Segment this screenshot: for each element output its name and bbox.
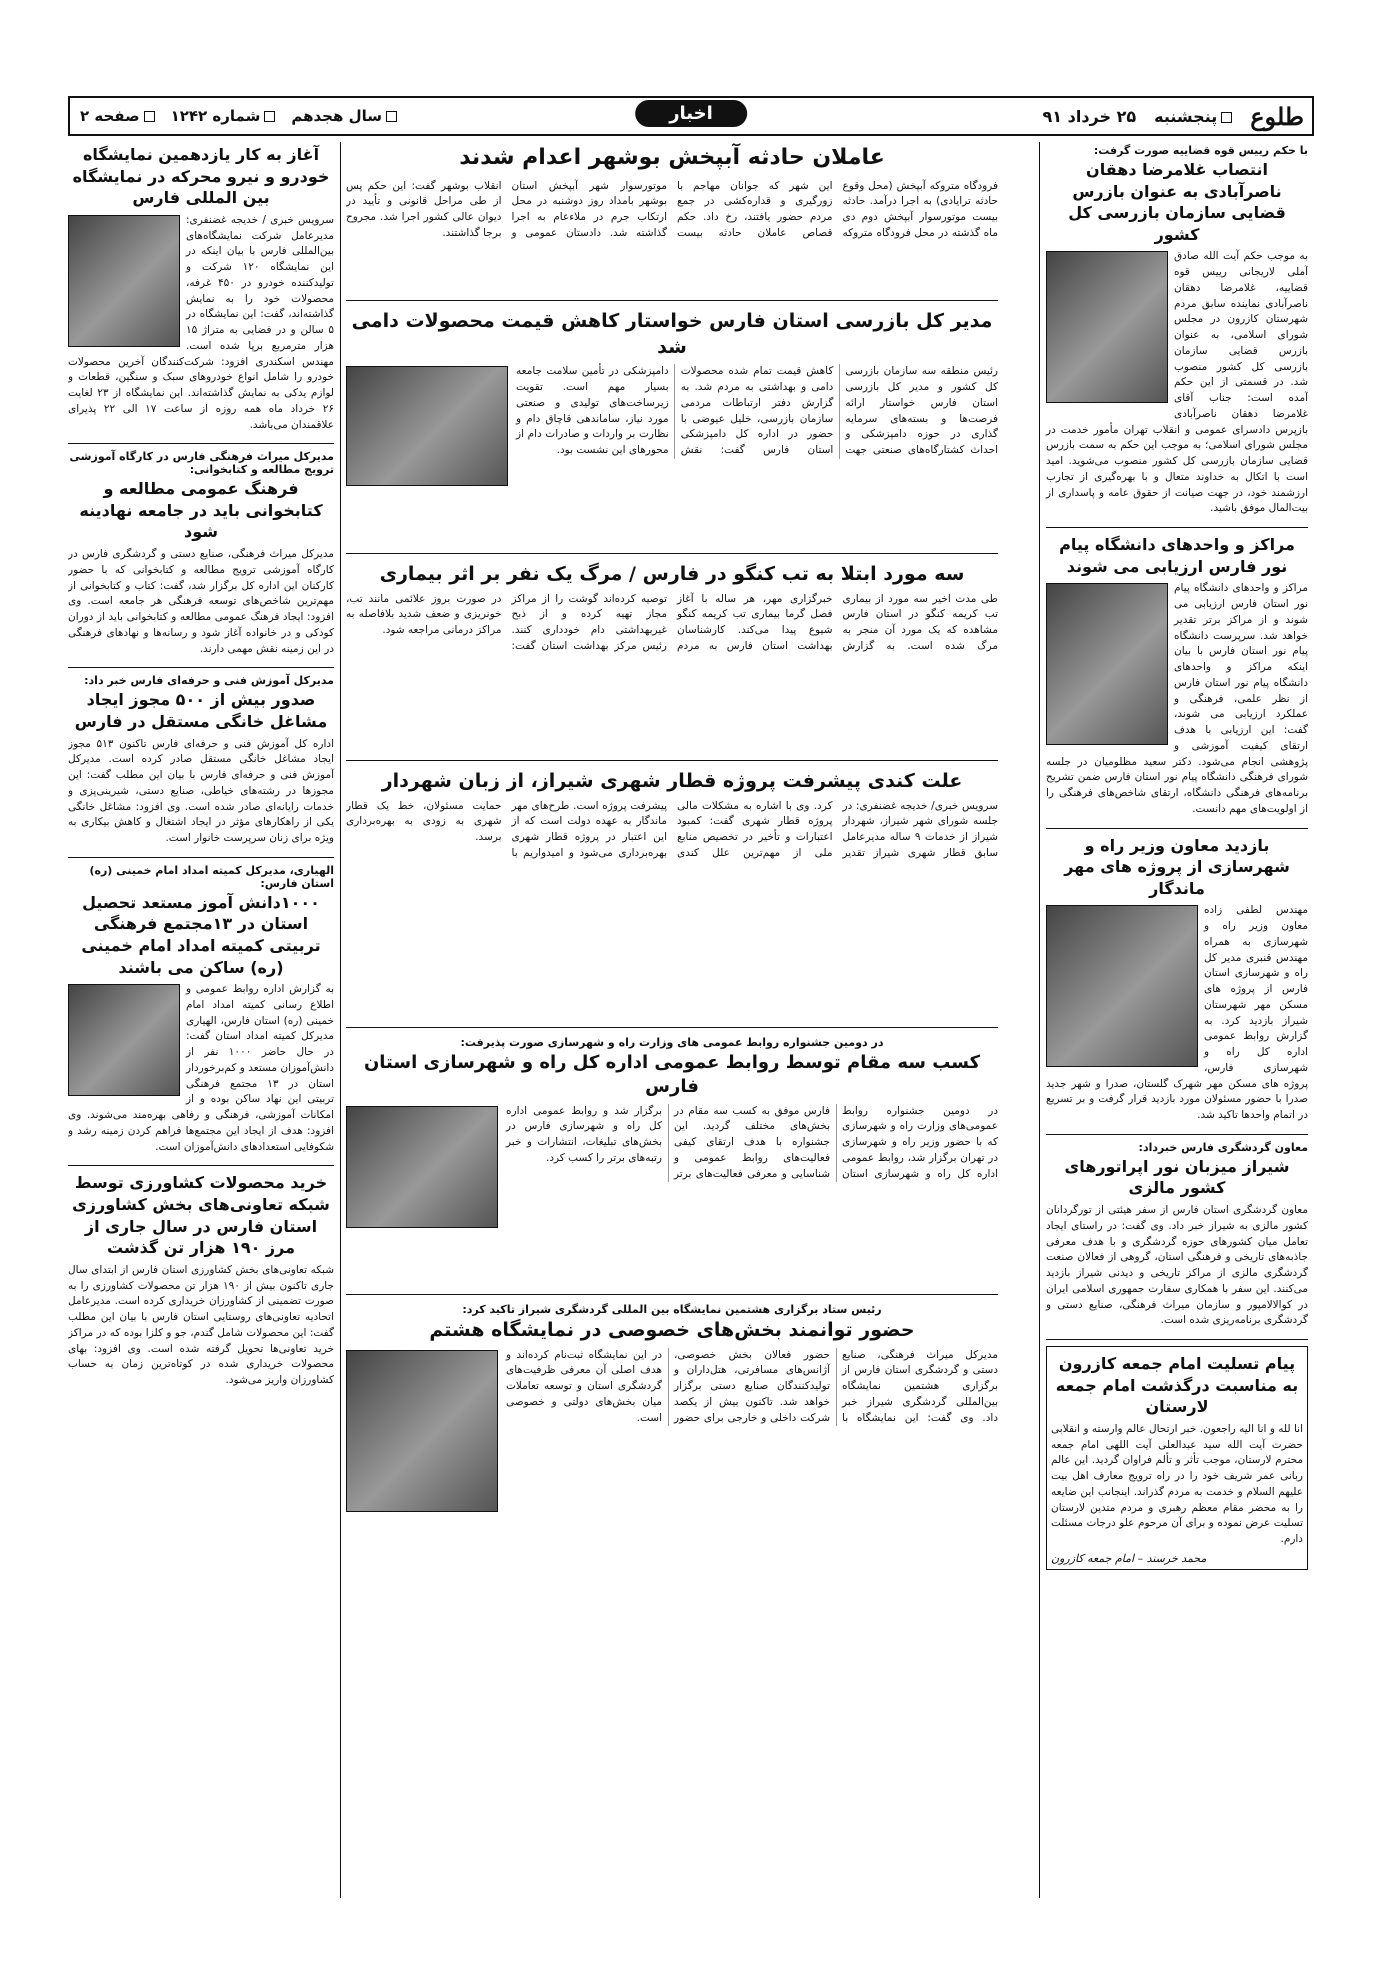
article-title: مراکز و واحدهای دانشگاه پیام نور فارس ارزیابی می شوند [1059,535,1295,576]
article-body: فرودگاه متروکه آبپخش (محل وقوع حادثه ترایادی) به اجرا درآمد. حادثه بیست موتورسوار آبپخش دوم دی ماه گذشته در محل فرودگاه متروکه این شهر که جوانان مهاجم با زورگیری و قداره‌کشی در جمع مردم حضور یافتند، رخ داد. حکم قصاص عاملان حادثه بیست موتورسوار شهر آبپخش استان بوشهر بامداد روز دوشنبه در محل ارتکاب جرم در ملاءعام به اجرا گذاشته شد. دادستان عمومی و انقلاب بوشهر گفت: این حکم پس از طی مراحل قانونی و تأیید در دیوان عالی کشور اجرا شد. مجروح برجا گذاشتند. [346,179,998,239]
article-body: طی مدت اخیر سه مورد از بیماری تب کریمه کنگو در استان فارس مشاهده که یک مورد آن منجر به مرگ شده است. به گزارش خبرگزاری مهر، هر ساله با آغاز فصل گرما بیماری تب کریمه کنگو شیوع پیدا می‌کند. کارشناسان بهداشت استان فارس به مردم توصیه کرده‌اند گوشت را از مراکز مجاز تهیه کرده و از ذبح غیربهداشتی دام خودداری کنند. رئیس مرکز بهداشت استان گفت: در صورت بروز علائمی مانند تب، خونریزی و ضعف شدید بلافاصله به مراکز درمانی مراجعه شود. [346,592,998,652]
article-reading-culture [68,450,334,657]
left-column [68,142,341,1898]
divider [1046,828,1308,829]
article-title: حضور توانمند بخش‌های خصوصی در نمایشگاه هشتم [429,1319,915,1341]
article-tourism-exhibition [346,1301,998,1741]
divider [1046,527,1308,528]
divider [346,1027,998,1028]
article-execution [346,142,998,290]
signature: محمد خرسند – امام جمعه کازرون [1051,1551,1207,1565]
article-body: اداره کل آموزش فنی و حرفه‌ای فارس تاکنون ۵۱۳ مجوز ایجاد مشاغل خانگی مستقل صادر کرده است. مدیرکل آموزش فنی و حرفه‌ای فارس با بیان این مطلب گفت: این مجوزها در رشته‌های خیاطی، صنایع دستی، شیرینی‌پزی و خدمات رایانه‌ای صادر شده است. وی افزود: مشاغل خانگی یکی از راهکارهای مؤثر در ایجاد اشتغال و کاهش بیکاری به ویژه برای زنان سرپرست خانوار است. [68,737,334,844]
visit-photo [1046,905,1198,1067]
divider [68,443,334,444]
article-body: انا لله و انا الیه راجعون. خبر ارتحال عالم وارسته و انقلابی حضرت آیت الله سید عبدالعلی آیت اللهی امام جمعه محترم لارستان، موجب تأثر و تألم فراوان گردید. این عالم ربانی عمر شریف خود را در راه ترویج معارف اهل بیت علیهم السلام و خدمت به مردم گذراند. اینجانب این ضایعه را به محضر مقام معظم رهبری و مردم متدین لارستان تسلیت عرض نموده و برای آن مرحوم علو درجات مسئلت دارم. [1051,1422,1303,1546]
masthead-year: سال هجدهم [291,107,397,125]
article-congo-fever [346,560,998,750]
article-body: مهندس لطفی زاده معاون وزیر راه و شهرسازی به همراه مهندس قنبری مدیر کل راه و شهرسازی استان فارس از پروژه های مسکن مهر شهرستان شیراز بازدید کرد. به گزارش روابط عمومی اداره کل راه و شهرسازی فارس، پروژه های مسکن مهر شهرک گلستان، صدرا و شهر جدید صدرا با حضور مسئولان مورد بازدید قرار گرفت و بر تسریع در اتمام واحدها تاکید شد. [1046,904,1308,1122]
masthead-right [1043,102,1312,131]
newspaper-logo: طلوع [1250,101,1304,131]
article-body: سرویس خبری/ خدیجه غضنفری: در جلسه شورای شهر شیراز، شهردار شیراز از خدمات ۹ ساله مدیرعامل سابق قطار شهری شیراز تقدیر کرد. وی با اشاره به مشکلات مالی پروژه قطار شهری گفت: کمبود اعتبارات و تأخیر در تخصیص منابع ملی از مهم‌ترین علل کندی پیشرفت پروژه است. طرح‌های مهر ماندگار به عهده دولت است که از این اعتبار در پروژه قطار شهری بهره‌برداری می‌شود و امیدواریم با حمایت مسئولان، خط یک قطار شهری به زودی به بهره‌برداری برسد. [346,799,998,859]
article-title: بازدید معاون وزیر راه و شهرسازی از پروژه های مهر ماندگار [1064,835,1290,898]
article-kicker: مدیرکل میراث فرهنگی فارس در کارگاه آموزشی ترویج مطالعه و کتابخوانی: [69,450,334,477]
square-icon [386,111,397,122]
article-kicker: رئیس ستاد برگزاری هشتمین نمایشگاه بین المللی گردشگری شیراز تاکید کرد: [462,1303,882,1316]
square-icon [1221,112,1232,123]
article-body: سرویس خبری / خدیجه غضنفری: مدیرعامل شرکت نمایشگاه‌های بین‌المللی فارس با بیان اینکه در این نمایشگاه ۱۲۰ شرکت و تولیدکننده خودرو در ۴۵۰ غرفه، محصولات خود را به نمایش گذاشته‌اند، گفت: این نمایشگاه در ۵ سالن و در فضایی به متراژ ۱۵ هزار مترمربع برپا شده است. مهندس اسکندری افزود: شرکت‌کنندگان آخرین محصولات خودرو را شامل انواع خودروهای سبک و سنگین، قطعات و لوازم یدکی به نمایش گذاشته‌اند. این نمایشگاه از ۲۳ لغایت ۲۶ خرداد ماه همه روزه از ساعت ۱۷ الی ۲۲ پذیرای علاقمندان می‌باشد. [68,213,335,431]
masthead-issue: شماره ۱۲۴۲ [171,107,276,125]
portrait-photo [1046,251,1168,403]
divider [1046,1134,1308,1135]
article-body: به گزارش اداره روابط عمومی و اطلاع رسانی کمیته امداد امام خمینی (ره) استان فارس، الهیاری مدیرکل کمیته امداد استان گفت: در حال حاضر ۱۰۰۰ نفر از دانش‌آموزان مستعد و کم‌برخوردار استان در ۱۳ مجتمع فرهنگی تربیتی این نهاد ساکن بوده و از امکانات آموزشی، فرهنگی و رفاهی بهره‌مند می‌شوند. وی افزود: هدف از ایجاد این مجتمع‌ها فراهم کردن زمینه رشد و شکوفایی استعدادهای دانش‌آموزان است. [68,983,334,1153]
square-icon [144,111,155,122]
right-column [1039,142,1308,1898]
article-body: مدیرکل میراث فرهنگی، صنایع دستی و گردشگری فارس در کارگاه آموزشی ترویج مطالعه و کتابخوانی که با حضور کارکنان این اداره کل برگزار شد، گفت: کتاب و کتابخوانی از مهم‌ترین شاخص‌های توسعه فرهنگی هر جامعه است. وی افزود: ایجاد فرهنگ عمومی مطالعه و کتابخوانی باید از دوران کودکی و در خانواده آغاز شود و رسانه‌ها و نهادهای فرهنگی در این زمینه نقش مهمی دارند. [68,548,334,655]
article-body: مراکز و واحدهای دانشگاه پیام نور استان فارس ارزیابی می شوند و از مراکز برتر تقدیر خواهد شد. سرپرست دانشگاه پیام نور استان فارس با بیان اینکه مراکز و واحدهای دانشگاه پیام نور استان فارس از نظر علمی، فرهنگی و عملکرد ارزیابی می شوند، گفت: این ارزیابی با هدف ارتقای کیفیت آموزشی و پژوهشی انجام می‌شود. دکتر سعید مظلومیان در جلسه شورای فرهنگی دانشگاه پیام نور استان فارس ضمن تشریح برنامه‌های فرهنگی دانشگاه، ارتقای شاخص‌های فرهنگی را از اولویت‌های مهم دانست. [1046,582,1308,815]
article-metro-shiraz [346,767,998,1017]
divider [346,1294,998,1295]
article-title: شیراز میزبان نور اپراتورهای کشور مالزی [1064,1156,1290,1198]
article-payam-noor [1046,534,1308,817]
article-body: رئیس منطقه سه سازمان بازرسی کل کشور و مدیر کل بازرسی استان فارس خواستار ارائه فرصت‌ها و بسته‌های سرمایه گذاری در حوزه دامپزشکی و احداث کشتارگاه‌های صنعتی جهت کاهش قیمت تمام شده محصولات دامی و بهداشتی به مردم شد. به گزارش دفتر ارتباطات مردمی سازمان بازرسی، خلیل عیوضی با حضور در اداره کل دامپزشکی استان فارس گفت: نقش دامپزشکی در تأمین سلامت جامعه بسیار مهم است. تقویت زیرساخت‌های تولیدی و صنعتی مورد نیاز، ساماندهی قاچاق دام و نظارت بر واردات و صادرات دام از محورهای این نشست بود. [516,365,998,457]
masthead-date: ۲۵ خرداد ۹۱ [1042,106,1137,126]
article-title: انتصاب غلامرضا دهقان ناصرآبادی به عنوان بازرس قضایی سازمان بازرسی کل کشور [1068,160,1286,244]
article-kicker: در دومین جشنواره روابط عمومی های وزارت راه و شهرسازی صورت پذیرفت: [460,1036,884,1049]
award-photo [346,1106,498,1228]
article-title: مدیر کل بازرسی استان فارس خواستار کاهش قیمت محصولات دامی شد [351,310,993,358]
masthead-left [70,107,397,125]
divider [68,1165,334,1166]
article-title: صدور بیش از ۵۰۰ مجوز ایجاد مشاغل خانگی مستقل در فارس [74,690,328,731]
article-home-businesses [68,674,334,846]
article-malaysia-tour-operators [1046,1141,1308,1329]
masthead [68,96,1314,136]
article-title: آغاز به کار یازدهمین نمایشگاه خودرو و نیرو محرکه در نمایشگاه بین المللی فارس [72,145,330,208]
article-body: به موجب حکم آیت الله صادق آملی لاریجانی رییس قوه قضاییه، غلامرضا دهقان ناصرآبادی نماینده سابق مردم شهرستان کازرون در مجلس شورای اسلامی، به عنوان بازرس قضایی سازمان بازرسی کل کشور منصوب شد. در قسمتی از این حکم آمده است: جناب آقای غلامرضا دهقان ناصرآبادی بازپرس دادسرای عمومی و انقلاب تهران مأمور خدمت در مجلس شورای اسلامی؛ به موجب این حکم به سمت بازرس قضایی سازمان بازرسی کل کشور منصوب می‌شوید. امید است با اتکال به خداوند متعال و با بهره‌گیری از تجارب ارزشمند خود، در جهت صیانت از حقوق عامه و پاسداری از بیت‌المال موفق باشید. [1046,250,1308,515]
article-title: فرهنگ عمومی مطالعه و کتابخوانی باید در جامعه نهادینه شود [79,479,323,542]
masthead-day: پنجشنبه [1154,107,1232,126]
article-agricultural-purchase [68,1172,334,1388]
masthead-page-number: صفحه ۲ [80,107,155,125]
meeting-photo [68,984,180,1096]
article-body: مدیرکل میراث فرهنگی، صنایع دستی و گردشگری استان فارس از برگزاری هشتمین نمایشگاه بین‌المللی گردشگری شیراز خبر داد. وی گفت: این نمایشگاه با حضور فعالان بخش خصوصی، آژانس‌های مسافرتی، هتل‌داران و تولیدکنندگان صنایع دستی برگزار خواهد شد. تاکنون بیش از یکصد شرکت داخلی و خارجی برای حضور در این نمایشگاه ثبت‌نام کرده‌اند و هدف اصلی آن معرفی ظرفیت‌های گردشگری استان و توسعه تعاملات میان بخش‌های دولتی و خصوصی است. [506,1348,998,1424]
article-title: خرید محصولات کشاورزی توسط شبکه تعاونی‌های بخش کشاورزی استان فارس در سال جاری از مرز ۱۹۰ هزار تن گذشت [72,1173,330,1258]
article-kicker: با حکم رییس قوه قضاییه صورت گرفت: [1093,144,1308,157]
article-condolence [1046,1346,1308,1570]
square-icon [264,111,275,122]
article-appointment [1046,144,1308,517]
article-deputy-minister-visit [1046,835,1308,1124]
article-body: شبکه تعاونی‌های بخش کشاورزی استان فارس از ابتدای سال جاری تاکنون بیش از ۱۹۰ هزار تن محصولات کشاورزی را به صورت تضمینی از کشاورزان خریداری کرده است. مدیرعامل اتحادیه تعاونی‌های روستایی استان فارس با بیان این مطلب گفت: این محصولات شامل گندم، جو و کلزا بوده که در مراکز خرید تعاونی‌ها تحویل گرفته شده است. وی افزود: بهای محصولات خریداری شده در کوتاه‌ترین زمان به حساب کشاورزان واریز می‌شود. [68,1263,334,1386]
article-public-relations-award [346,1034,998,1284]
article-title: سه مورد ابتلا به تب کنگو در فارس / مرگ یک نفر بر اثر بیماری [379,563,965,585]
article-livestock-prices [346,307,998,543]
article-title: ۱۰۰۰دانش آموز مستعد تحصیل استان در ۱۳مجتمع فرهنگی تربیتی کمیته امداد امام خمینی (ره) ساکن می باشند [81,892,321,977]
article-title: عاملان حادثه آبپخش بوشهر اعدام شدند [459,145,885,170]
divider [1046,1339,1308,1340]
article-kicker: معاون گردشگری فارس خبرداد: [1138,1140,1308,1154]
official-photo [346,1350,498,1512]
article-auto-exhibition [68,144,334,433]
divider [346,300,998,301]
divider [346,553,998,554]
article-body: در دومین جشنواره روابط عمومی‌های وزارت راه و شهرسازی که با حضور وزیر راه و شهرسازی در تهران برگزار شد، روابط عمومی اداره کل راه و شهرسازی استان فارس موفق به کسب سه مقام در بخش‌های مختلف گردید. این جشنواره با هدف ارتقای کیفی فعالیت‌های روابط عمومی و شناسایی و معرفی فعالیت‌های برتر برگزار شد و روابط عمومی اداره کل راه و شهرسازی فارس در بخش‌های تبلیغات، انتشارات و خبر رتبه‌های برتر را کسب کرد. [506,1104,998,1180]
article-title: پیام تسلیت امام جمعه کازرون به مناسبت درگذشت امام جمعه لارستان [1055,1354,1299,1417]
divider [346,760,998,761]
article-body: معاون گردشگری استان فارس از سفر هیئتی از تورگردانان کشور مالزی به شیراز خبر داد. وی گفت: در راستای ایجاد تعامل میان کشورهای حوزه گردشگری و با هدف معرفی جاذبه‌های تاریخی و فرهنگی استان، گروهی از فعالان صنعت گردشگری مالزی از مراکز تاریخی و دیدنی شیراز بازدید می‌کنند. این سفر با همکاری سفارت جمهوری اسلامی ایران در کوالالامپور و سازمان میراث فرهنگی، صنایع دستی و گردشگری برنامه‌ریزی شده است. [1046,1204,1308,1327]
divider [68,667,334,668]
article-title: کسب سه مقام توسط روابط عمومی اداره کل راه و شهرسازی استان فارس [363,1052,981,1098]
article-kicker: الهیاری، مدیرکل کمیته امداد امام خمینی (ره) استان فارس: [89,863,334,890]
article-relief-committee [68,864,334,1156]
portrait-photo [68,215,180,347]
article-title: علت کندی پیشرفت پروژه قطار شهری شیراز، از زبان شهردار [381,770,963,792]
section-label: اخبار [635,100,747,127]
speaker-photo [346,366,508,486]
divider [68,857,334,858]
portrait-photo [1046,583,1168,745]
article-kicker: مدیرکل آموزش فنی و حرفه‌ای فارس خبر داد: [84,674,334,688]
center-column [346,142,998,1898]
